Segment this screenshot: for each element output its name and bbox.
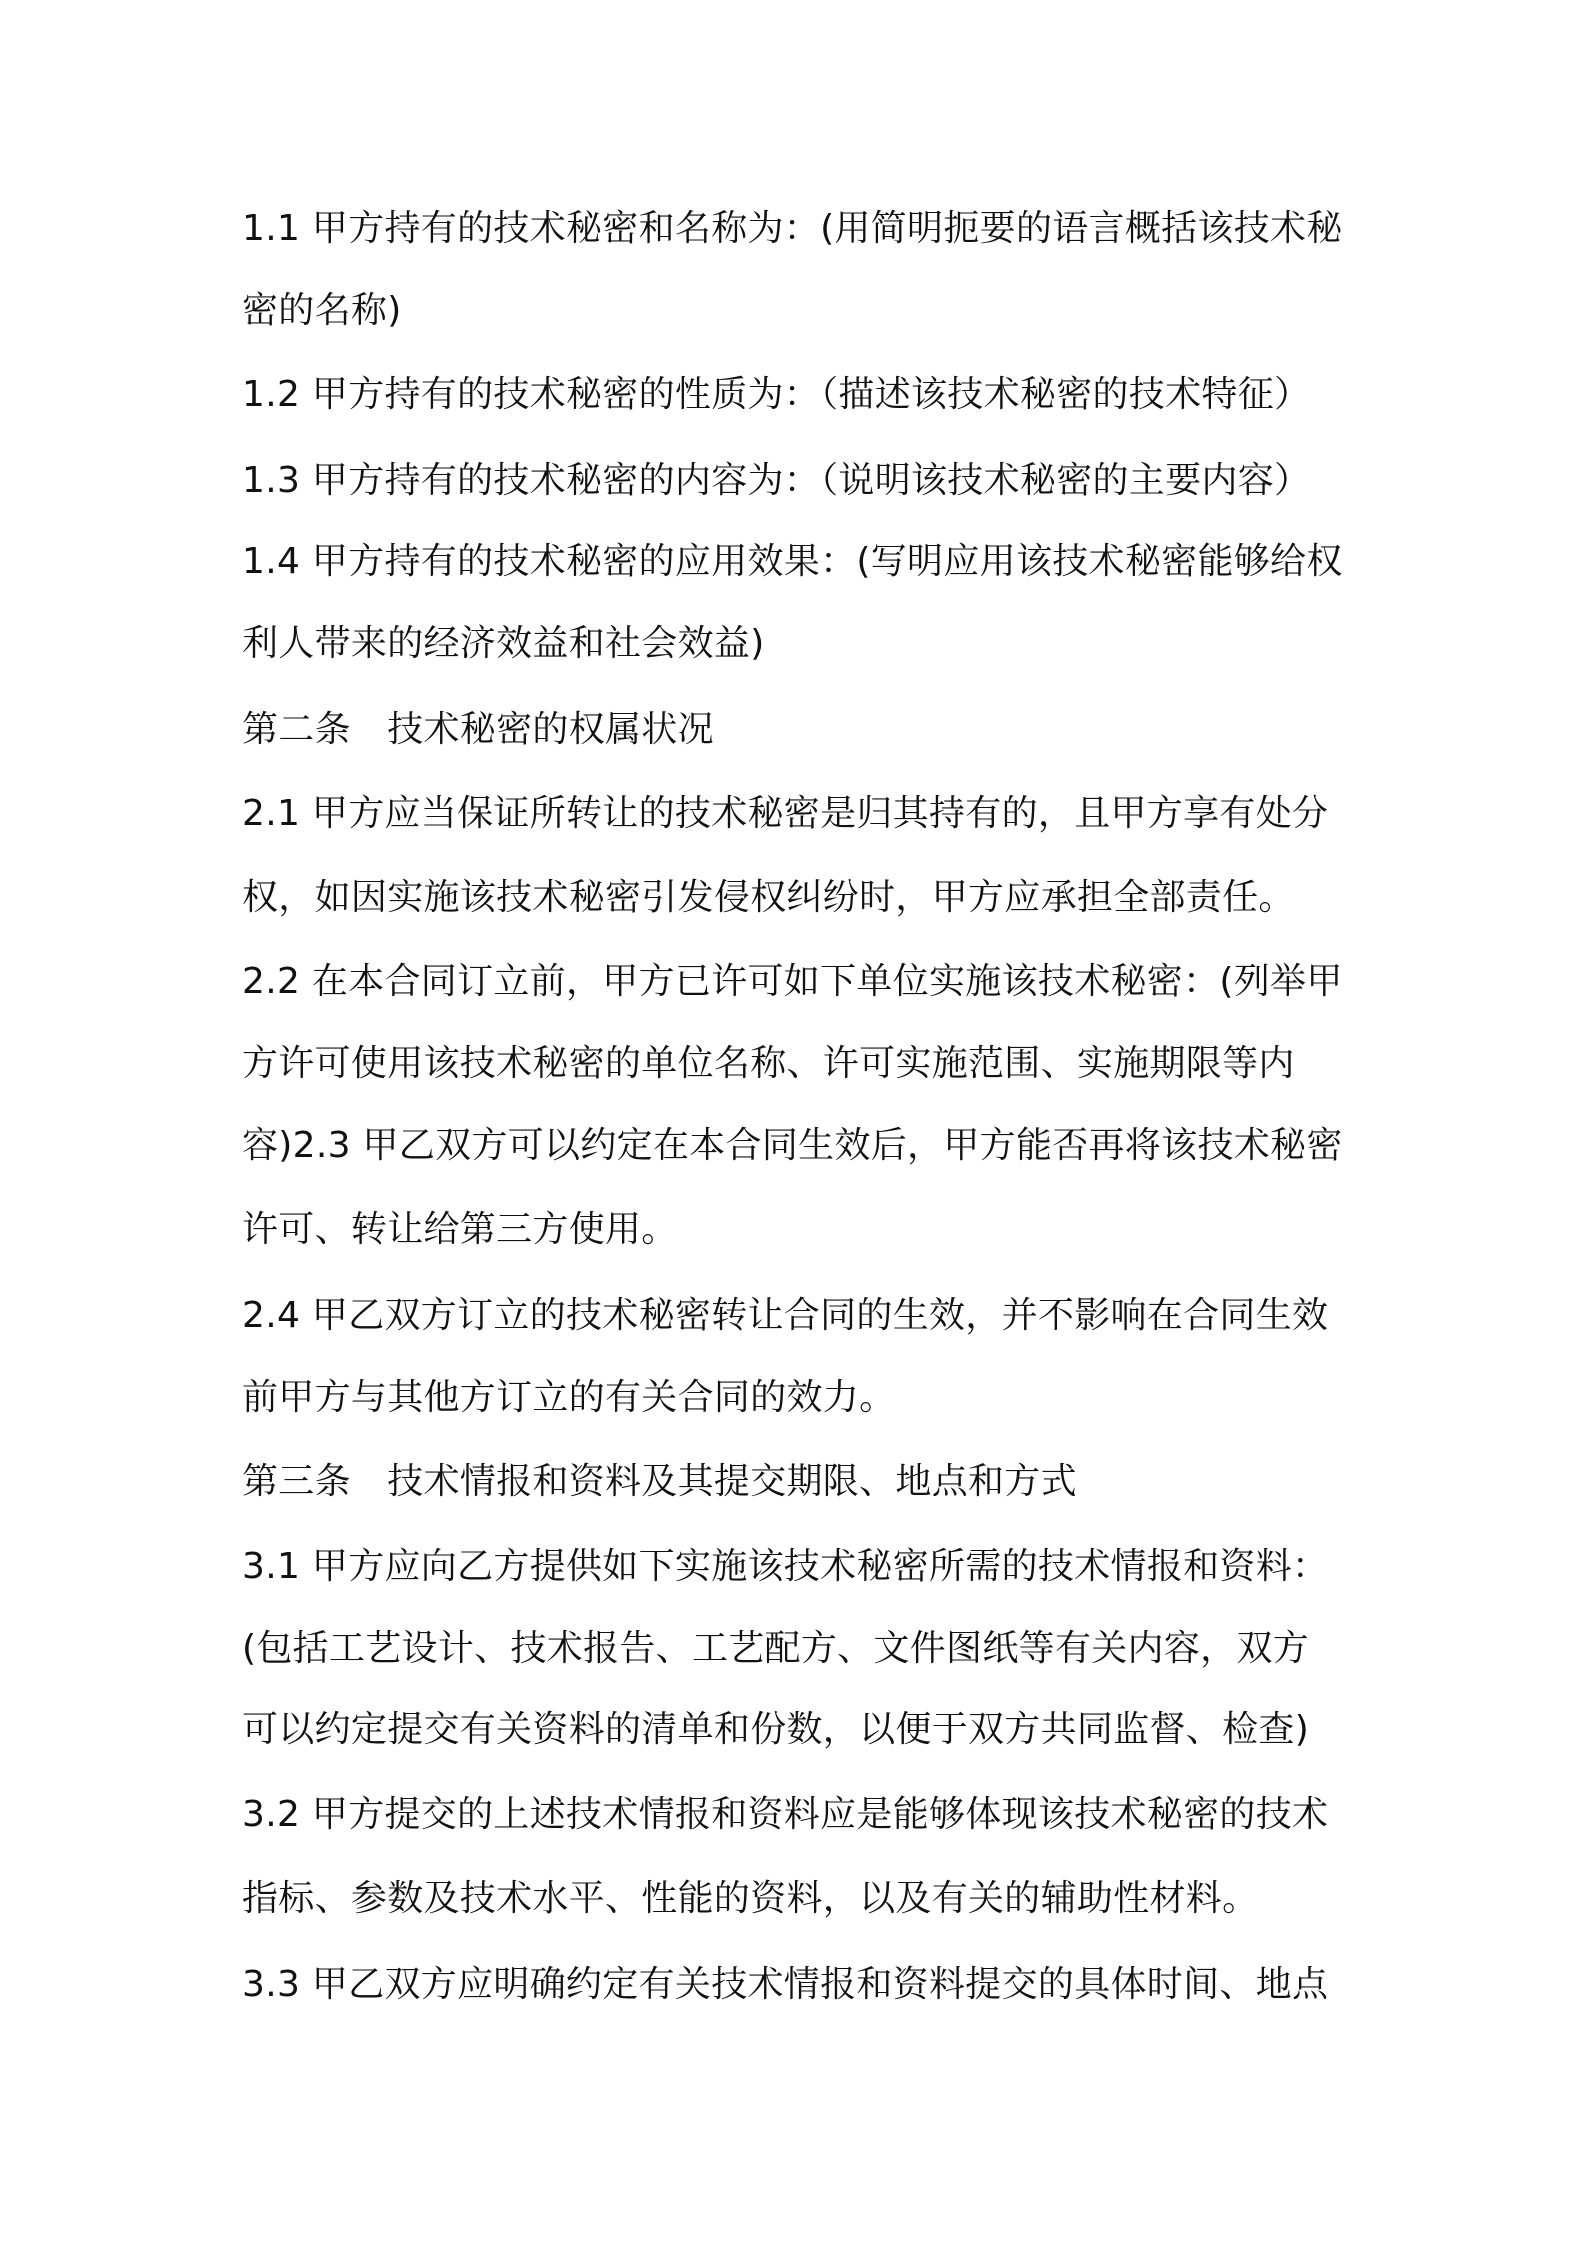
clause-1-4-line-2: 利人带来的经济效益和社会效益) <box>242 623 765 664</box>
clause-2-1-line-1: 2.1 甲方应当保证所转让的技术秘密是归其持有的，且甲方享有处分 <box>242 793 1329 834</box>
clause-2-1-line-2: 权，如因实施该技术秘密引发侵权纠纷时，甲方应承担全部责任。 <box>242 877 1295 918</box>
clause-3-2-line-2: 指标、参数及技术水平、性能的资料，以及有关的辅助性材料。 <box>242 1878 1259 1919</box>
clause-1-1-line-1: 1.1 甲方持有的技术秘密和名称为：(用简明扼要的语言概括该技术秘 <box>242 208 1343 249</box>
clause-2-4-line-2: 前甲方与其他方订立的有关合同的效力。 <box>242 1377 896 1418</box>
clause-2-2-line-2: 方许可使用该技术秘密的单位名称、许可实施范围、实施期限等内 <box>242 1043 1295 1084</box>
clause-3-1-line-1: 3.1 甲方应向乙方提供如下实施该技术秘密所需的技术情报和资料： <box>242 1546 1329 1587</box>
clause-3-1-line-2: (包括工艺设计、技术报告、工艺配方、文件图纸等有关内容，双方 <box>242 1628 1310 1669</box>
clause-2-4-line-1: 2.4 甲乙双方订立的技术秘密转让合同的生效，并不影响在合同生效 <box>242 1295 1329 1336</box>
clause-2-3-line-1: 容)2.3 甲乙双方可以约定在本合同生效后，甲方能否再将该技术秘密 <box>242 1125 1343 1166</box>
clause-3-1-line-3: 可以约定提交有关资料的清单和份数，以便于双方共同监督、检查) <box>242 1709 1310 1750</box>
clause-2-2-line-1: 2.2 在本合同订立前，甲方已许可如下单位实施该技术秘密：(列举甲 <box>242 961 1343 1002</box>
clause-3-3-line-1: 3.3 甲乙双方应明确约定有关技术情报和资料提交的具体时间、地点 <box>242 1964 1329 2005</box>
clause-3-2-line-1: 3.2 甲方提交的上述技术情报和资料应是能够体现该技术秘密的技术 <box>242 1794 1329 1835</box>
clause-1-4-line-1: 1.4 甲方持有的技术秘密的应用效果：(写明应用该技术秘密能够给权 <box>242 541 1343 582</box>
clause-1-3-line: 1.3 甲方持有的技术秘密的内容为：（说明该技术秘密的主要内容） <box>242 460 1311 501</box>
article-2-heading: 第二条 技术秘密的权属状况 <box>242 709 714 750</box>
clause-1-1-line-2: 密的名称) <box>242 290 402 331</box>
clause-1-2-line: 1.2 甲方持有的技术秘密的性质为：（描述该技术秘密的技术特征） <box>242 374 1311 415</box>
article-3-heading: 第三条 技术情报和资料及其提交期限、地点和方式 <box>242 1461 1077 1502</box>
clause-2-3-line-2: 许可、转让给第三方使用。 <box>242 1209 678 1250</box>
